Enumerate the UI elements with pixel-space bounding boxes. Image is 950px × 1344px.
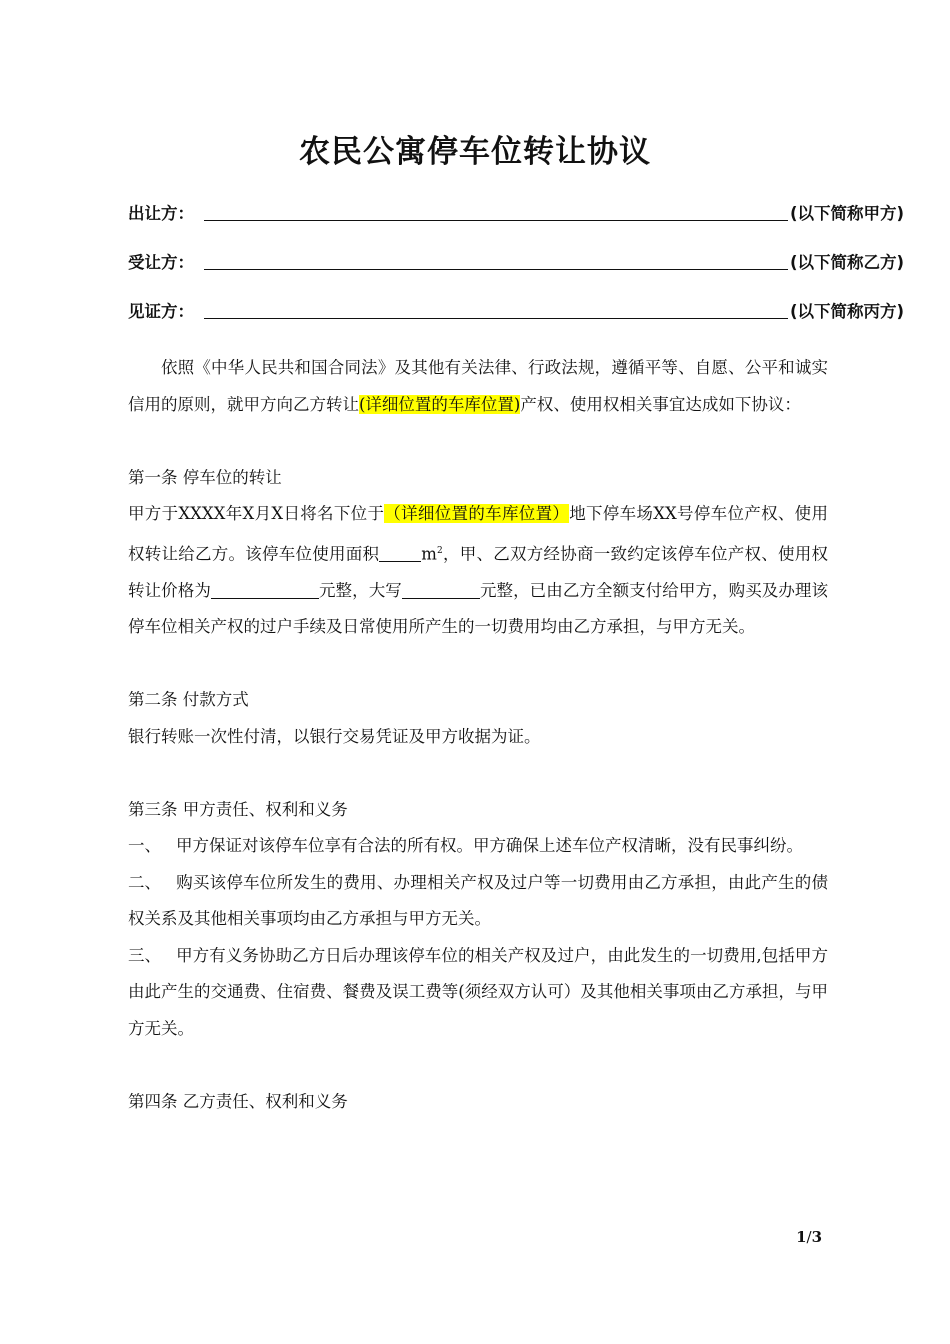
agreement-body [128,350,828,1120]
item-number: 一、 [128,836,161,855]
party-witness-row [128,298,905,324]
page-separator: / [806,1228,812,1246]
price-blank [211,580,319,599]
item-text: 甲方有义务协助乙方日后办理该停车位的相关产权及过户，由此发生的一切费用,包括甲方由此产生的交通费、住宿费、餐费及误工费等(须经双方认可）及其他相关事项由乙方承担，与甲方无关。 [128,945,828,1038]
article-2-text: 银行转账一次性付清，以银行交易凭证及甲方收据为证。 [128,726,541,746]
party-transferee-label: 受让方： [128,253,194,272]
item-number: 三、 [128,945,161,965]
party-witness-label: 见证方： [128,302,194,321]
party-transferor-note: (以下简称甲方) [790,204,905,223]
article-3-heading: 第三条 甲方责任、权利和义务 [128,799,348,819]
party-transferor-blank [204,220,788,221]
article-3-item-2 [128,865,828,938]
item-text: 购买该停车位所发生的费用、办理相关产权及过户等一切费用由乙方承担，由此产生的债权关系及其他相关事项均由乙方承担与甲方无关。 [128,872,828,928]
intro-text-2: 产权、使用权相关事宜达成如下协议： [520,394,801,414]
article-1-text-2: 地下停车场XX号停车位产权、使用权转让给乙方。该停车位使用面积 [128,504,828,563]
article-4-heading: 第四条 乙方责任、权利和义务 [128,1091,348,1111]
page-total: 3 [811,1228,822,1246]
article-3-item-3 [128,938,828,1048]
article-1-highlight-location: （详细位置的车库位置） [384,504,570,523]
price-uppercase-blank [402,580,480,599]
article-1-text-3: ，甲、乙双方经协商一致约定该停车位产权、使用权转让价格为 [128,544,829,600]
spacer [128,1047,828,1084]
page-number [796,1228,822,1246]
intro-highlight-location: (详细位置的车库位置) [359,394,521,414]
article-1-text-1: 甲方于XXXX年X月X日将名下位于 [128,504,385,523]
party-witness-note: (以下简称丙方) [790,302,905,321]
area-unit: m [421,544,437,563]
party-transferor-label: 出让方： [128,204,194,223]
article-2-heading: 第二条 付款方式 [128,690,249,709]
area-blank [379,543,421,562]
page-current: 1 [796,1228,807,1246]
party-transferee-row [128,249,905,275]
article-1-text-4: 元整，大写 [318,580,402,600]
party-witness-blank [204,318,788,319]
article-3-item-1 [128,828,828,865]
item-text: 甲方保证对该停车位享有合法的所有权。甲方确保上述车位产权清晰，没有民事纠纷。 [176,836,803,855]
article-1-text-5: 元整，已由乙方全额支付给甲方，购买及办理该停车位相关产权的过户手续及日常使用所产生的一切费用均由乙方承担，与甲方无关。 [128,580,828,636]
document-title: 农民公寓停车位转让协议 [299,134,651,170]
area-unit-superscript: 2 [436,545,443,556]
item-number: 二、 [128,872,161,892]
spacer [128,646,828,683]
party-transferee-blank [204,269,788,270]
party-transferee-note: (以下简称乙方) [790,253,905,272]
spacer [128,755,828,792]
article-1-paragraph [128,496,828,646]
article-1-heading: 第一条 停车位的转让 [128,467,282,487]
intro-text-1: 依照《中华人民共和国合同法》及其他有关法律、行政法规，遵循平等、自愿、公平和诚实信用的原则，就甲方向乙方转让 [128,358,828,414]
intro-paragraph [128,350,828,423]
party-transferor-row [128,200,905,226]
spacer [128,423,828,460]
